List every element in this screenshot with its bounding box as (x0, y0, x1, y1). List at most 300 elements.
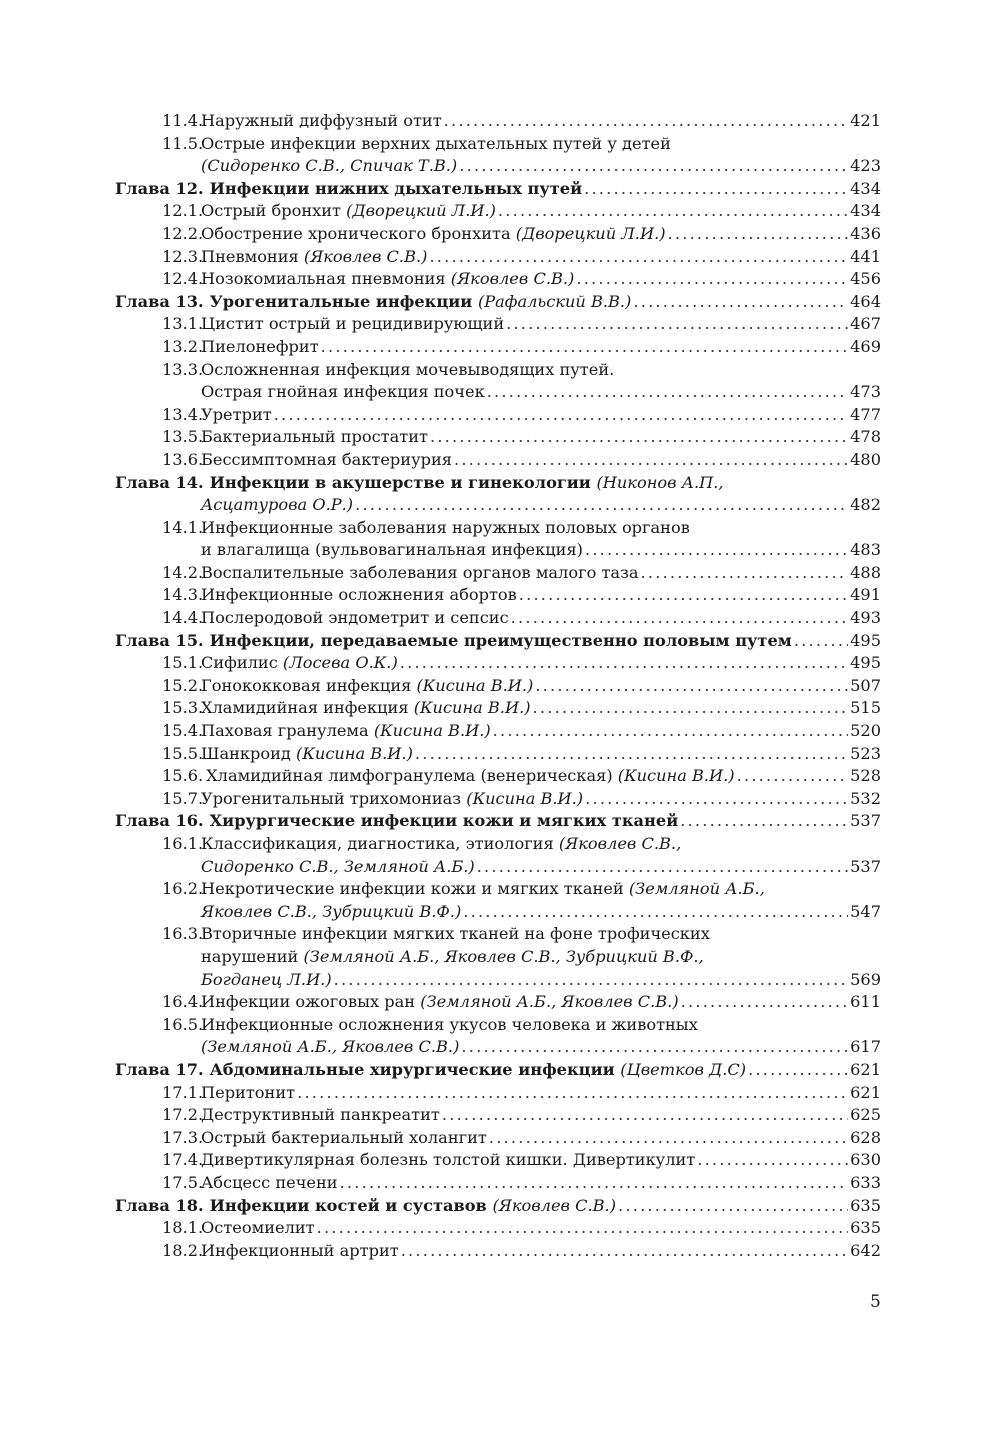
section-title: Паховая гранулема (201, 721, 374, 741)
toc-line (115, 246, 881, 269)
toc-number: 15.1. (162, 653, 204, 673)
dot-leader (633, 291, 848, 314)
dot-leader (506, 313, 848, 336)
toc-number: 13.6. (162, 449, 204, 469)
page-ref: 436 (850, 223, 881, 243)
toc-title (201, 494, 353, 517)
section-title: Шанкроид (201, 743, 297, 763)
toc-line (115, 178, 881, 201)
toc-number: 12.1. (162, 201, 204, 221)
table-of-contents (115, 110, 881, 1262)
toc-line (115, 1127, 881, 1150)
toc-section (115, 607, 881, 630)
page-ref: 469 (850, 336, 881, 356)
page-ref: 528 (850, 766, 881, 786)
toc-section (115, 426, 881, 449)
section-title: Пиелонефрит (201, 336, 319, 356)
toc-title (201, 1172, 338, 1195)
toc-chapter (115, 1059, 881, 1082)
toc-title (201, 517, 690, 540)
page-ref: 520 (850, 721, 881, 741)
dot-leader (511, 607, 848, 630)
toc-line (115, 562, 881, 585)
page-ref: 495 (850, 630, 881, 650)
toc-title (201, 991, 679, 1014)
toc-line (115, 1014, 881, 1037)
toc-title (201, 268, 574, 291)
page-ref: 477 (850, 404, 881, 424)
toc-line (115, 652, 881, 675)
toc-number: 16.3. (162, 924, 204, 944)
toc-line (115, 720, 881, 743)
toc-line (115, 675, 881, 698)
toc-section (115, 1240, 881, 1263)
section-title: Сифилис (201, 653, 283, 673)
toc-line (115, 200, 881, 223)
chapter-title: Урогенитальные инфекции (209, 291, 478, 311)
toc-title (210, 178, 582, 201)
dot-leader (535, 675, 848, 698)
section-title: Острый бронхит (201, 201, 347, 221)
toc-number: 15.4. (162, 721, 204, 741)
dot-leader (321, 336, 848, 359)
section-title: Бактериальный простатит (201, 427, 428, 447)
author-names: (Земляной А.Б., (628, 879, 765, 899)
dot-leader (737, 765, 848, 788)
toc-title (210, 1059, 746, 1082)
toc-line (115, 1059, 881, 1082)
page-ref: 625 (850, 1105, 881, 1125)
dot-leader (680, 810, 848, 833)
toc-line (115, 630, 881, 653)
toc-title (210, 810, 679, 833)
dot-leader (493, 720, 848, 743)
dot-leader (297, 1082, 848, 1105)
section-title: Инфекционные осложнения абортов (201, 585, 517, 605)
toc-section (115, 833, 881, 878)
page-ref: 515 (850, 698, 881, 718)
page-ref: 456 (850, 269, 881, 289)
page-ref: 483 (850, 540, 881, 560)
toc-line (115, 765, 881, 788)
toc-title (201, 720, 491, 743)
toc-section (115, 246, 881, 269)
toc-section (115, 110, 881, 133)
toc-number: 13.5. (162, 427, 204, 447)
section-title: Перитонит (201, 1082, 296, 1102)
dot-leader (498, 200, 848, 223)
toc-chapter (115, 630, 881, 653)
toc-number: Глава 17. (115, 1059, 204, 1079)
toc-number: 14.2. (162, 562, 204, 582)
author-names: (Лосева О.К.) (282, 653, 398, 673)
section-title: Острая гнойная инфекция почек (201, 382, 485, 402)
toc-line (115, 969, 881, 992)
page-ref: 617 (850, 1037, 881, 1057)
toc-number: 16.2. (162, 879, 204, 899)
toc-line (115, 1240, 881, 1263)
toc-title (210, 630, 792, 653)
page-ref: 464 (850, 291, 881, 311)
page-ref: 423 (850, 156, 881, 176)
toc-chapter (115, 291, 881, 314)
toc-line (115, 494, 881, 517)
dot-leader (697, 1149, 848, 1172)
section-title: Классификация, диагностика, этиология (201, 834, 559, 853)
section-title: Деструктивный панкреатит (201, 1105, 440, 1125)
page-ref: 537 (850, 811, 881, 831)
dot-leader (618, 1195, 848, 1218)
toc-chapter (115, 472, 881, 517)
toc-line (115, 901, 881, 924)
dot-leader (487, 381, 848, 404)
author-names: (Яковлев С.В.) (303, 246, 428, 266)
dot-leader (576, 268, 848, 291)
toc-number: 15.5. (162, 743, 204, 763)
toc-section (115, 743, 881, 766)
author-names: Яковлев С.В., Зубрицкий В.Ф.) (201, 901, 462, 921)
toc-number: 13.2. (162, 336, 204, 356)
toc-title (201, 155, 457, 178)
chapter-title: Инфекции нижних дыхательных путей (209, 178, 583, 198)
toc-chapter (115, 178, 881, 201)
toc-line (115, 1172, 881, 1195)
page-ref: 537 (850, 856, 881, 876)
toc-section (115, 788, 881, 811)
toc-number: 17.4. (162, 1150, 204, 1170)
dot-leader (519, 584, 848, 607)
toc-section (115, 200, 881, 223)
toc-section (115, 449, 881, 472)
page-ref: 507 (850, 675, 881, 695)
page-ref: 441 (850, 246, 881, 266)
toc-line (115, 991, 881, 1014)
toc-title (201, 675, 533, 698)
toc-title (201, 562, 639, 585)
author-names: Сидоренко С.В., Земляной А.Б.) (201, 856, 475, 876)
page-ref: 478 (850, 427, 881, 447)
page-ref: 421 (850, 111, 881, 130)
section-title: Наружный диффузный отит (201, 111, 442, 130)
section-title: Бессимптомная бактериурия (201, 449, 452, 469)
toc-title (201, 246, 427, 269)
toc-line (115, 359, 881, 382)
toc-line (115, 539, 881, 562)
toc-title (201, 449, 452, 472)
toc-line (115, 1149, 881, 1172)
toc-section (115, 268, 881, 291)
section-title: Некротические инфекции кожи и мягких тканей (201, 879, 629, 899)
dot-leader (459, 155, 848, 178)
section-title: Хламидийная инфекция (201, 698, 414, 718)
author-names: (Кисина В.И.) (373, 721, 491, 741)
dot-leader (585, 539, 848, 562)
section-title: Цистит острый и рецидивирующий (201, 314, 505, 334)
dot-leader (442, 1104, 848, 1127)
dot-leader (444, 110, 848, 133)
page-ref: 473 (850, 382, 881, 402)
toc-number: Глава 15. (115, 630, 204, 650)
toc-number: 16.5. (162, 1014, 204, 1034)
dot-leader (585, 788, 848, 811)
toc-title (201, 1014, 698, 1037)
author-names: (Яковлев С.В.) (450, 269, 575, 289)
toc-number: 15.3. (162, 698, 204, 718)
toc-title (201, 1149, 695, 1172)
toc-title (201, 969, 332, 992)
toc-line (115, 1036, 881, 1059)
toc-section (115, 133, 881, 178)
dot-leader (454, 449, 848, 472)
page-ref: 523 (850, 743, 881, 763)
toc-title (210, 291, 632, 314)
toc-title (201, 1036, 459, 1059)
toc-title (201, 833, 681, 856)
toc-title (201, 426, 428, 449)
toc-line (115, 1104, 881, 1127)
page-ref: 480 (850, 449, 881, 469)
toc-line (115, 313, 881, 336)
toc-line (115, 404, 881, 427)
dot-leader (584, 178, 848, 201)
author-names: Асцатурова О.Р.) (201, 495, 354, 515)
section-title: Гонококковая инфекция (201, 675, 417, 695)
toc-section (115, 923, 881, 991)
toc-title (201, 313, 504, 336)
toc-number: 17.5. (162, 1172, 204, 1192)
toc-line (115, 584, 881, 607)
section-title: Абсцесс печени (201, 1172, 338, 1192)
toc-title (201, 584, 517, 607)
dot-leader (400, 652, 848, 675)
toc-section (115, 562, 881, 585)
section-title: Нозокомиальная пневмония (201, 269, 451, 289)
toc-title (201, 856, 475, 879)
toc-section (115, 1014, 881, 1059)
toc-number: 18.2. (162, 1240, 204, 1260)
toc-title (201, 1240, 399, 1263)
toc-title (201, 381, 485, 404)
section-title: Урогенитальный трихомониаз (201, 788, 467, 808)
toc-number: 14.4. (162, 608, 204, 628)
toc-line (115, 291, 881, 314)
toc-section (115, 313, 881, 336)
toc-number: 16.1. (162, 834, 204, 853)
dot-leader (461, 1036, 848, 1059)
toc-line (115, 517, 881, 540)
section-title: Остеомиелит (201, 1218, 315, 1238)
toc-number: 13.3. (162, 359, 204, 379)
toc-number: Глава 12. (115, 178, 204, 198)
toc-line (115, 223, 881, 246)
dot-leader (415, 743, 848, 766)
page-ref: 493 (850, 608, 881, 628)
toc-section (115, 878, 881, 923)
page-ref: 569 (850, 969, 881, 989)
toc-section (115, 991, 881, 1014)
chapter-title: Инфекции костей и суставов (209, 1195, 493, 1215)
toc-title (210, 472, 724, 495)
toc-title (201, 110, 442, 133)
section-title: Инфекционный артрит (201, 1240, 399, 1260)
dot-leader (334, 969, 848, 992)
page-ref: 642 (850, 1240, 881, 1260)
toc-number: 18.1. (162, 1218, 204, 1238)
page-ref: 630 (850, 1150, 881, 1170)
section-title: Осложненная инфекция мочевыводящих путей. (201, 359, 615, 379)
toc-number: 14.3. (162, 585, 204, 605)
author-names: Богданец Л.И.) (201, 969, 332, 989)
toc-title (201, 878, 765, 901)
toc-line (115, 810, 881, 833)
toc-title (201, 946, 704, 969)
dot-leader (748, 1059, 848, 1082)
toc-number: 17.3. (162, 1127, 204, 1147)
toc-title (201, 923, 710, 946)
author-names: (Кисина В.И.) (296, 743, 413, 763)
toc-title (210, 1195, 616, 1218)
page-ref: 635 (850, 1195, 881, 1215)
toc-line (115, 449, 881, 472)
page-ref: 495 (850, 653, 881, 673)
section-title: и влагалища (вульвовагинальная инфекция) (201, 540, 583, 560)
page-ref: 621 (850, 1059, 881, 1079)
toc-number: 12.4. (162, 269, 204, 289)
toc-number: 13.1. (162, 314, 204, 334)
toc-number: 12.2. (162, 223, 204, 243)
toc-section (115, 223, 881, 246)
page-ref: 482 (850, 495, 881, 515)
toc-number: 15.7. (162, 788, 204, 808)
toc-line (115, 381, 881, 404)
dot-leader (429, 246, 848, 269)
toc-section (115, 404, 881, 427)
dot-leader (477, 856, 848, 879)
toc-title (201, 359, 614, 382)
toc-number: Глава 16. (115, 811, 204, 831)
toc-title (201, 1104, 440, 1127)
toc-title (201, 788, 583, 811)
toc-line (115, 1082, 881, 1105)
chapter-title: Хирургические инфекции кожи и мягких тканей (209, 811, 679, 831)
toc-number: 17.1. (162, 1082, 204, 1102)
toc-section (115, 652, 881, 675)
toc-section (115, 336, 881, 359)
toc-chapter (115, 1195, 881, 1218)
author-names: (Никонов А.П., (596, 472, 724, 492)
toc-title (201, 223, 666, 246)
toc-title (201, 1127, 487, 1150)
author-names: (Рафальский В.В.) (477, 291, 632, 311)
section-title: Инфекционные заболевания наружных половых органов (201, 517, 690, 537)
author-names: (Земляной А.Б., Яковлев С.В.) (420, 992, 679, 1012)
toc-section (115, 697, 881, 720)
dot-leader (340, 1172, 849, 1195)
toc-section (115, 1082, 881, 1105)
chapter-title: Инфекции, передаваемые преимущественно половым путем (209, 630, 792, 650)
page-ref: 635 (850, 1218, 881, 1238)
dot-leader (641, 562, 849, 585)
page-ref: 611 (850, 992, 881, 1012)
section-title: Пневмония (201, 246, 304, 266)
page-ref: 434 (850, 178, 881, 198)
toc-title (201, 1217, 315, 1240)
section-title: Инфекционные осложнения укусов человека и животных (201, 1014, 698, 1034)
toc-line (115, 472, 881, 495)
author-names: (Кисина В.И.) (466, 788, 584, 808)
dot-leader (794, 630, 848, 653)
author-names: (Земляной А.Б., Яковлев С.В.) (201, 1037, 460, 1057)
dot-leader (355, 494, 848, 517)
toc-section (115, 675, 881, 698)
dot-leader (274, 404, 848, 427)
page-ref: 532 (850, 788, 881, 808)
toc-line (115, 1195, 881, 1218)
author-names: (Цветков Д.С) (620, 1059, 747, 1079)
author-names: (Кисина В.И.) (416, 675, 534, 695)
toc-title (201, 697, 531, 720)
author-names: (Дворецкий Л.И.) (346, 201, 496, 221)
section-title: Дивертикулярная болезнь толстой кишки. Дивертикулит (201, 1150, 696, 1170)
toc-title (201, 133, 671, 156)
toc-line (115, 607, 881, 630)
toc-line (115, 878, 881, 901)
toc-section (115, 720, 881, 743)
toc-number: 17.2. (162, 1105, 204, 1125)
toc-chapter (115, 810, 881, 833)
toc-title (201, 404, 272, 427)
author-names: (Кисина В.И.) (617, 766, 735, 786)
toc-section (115, 1149, 881, 1172)
toc-line (115, 133, 881, 156)
dot-leader (489, 1127, 848, 1150)
toc-section (115, 359, 881, 404)
toc-number: 15.2. (162, 675, 204, 695)
page-ref: 434 (850, 201, 881, 221)
section-title: Обострение хронического бронхита (201, 223, 516, 243)
dot-leader (681, 991, 848, 1014)
dot-leader (463, 901, 848, 924)
dot-leader (401, 1240, 848, 1263)
dot-leader (317, 1217, 848, 1240)
page-ref: 488 (850, 562, 881, 582)
toc-line (115, 336, 881, 359)
toc-section (115, 1217, 881, 1240)
toc-line (115, 788, 881, 811)
toc-title (201, 336, 319, 359)
toc-section (115, 1127, 881, 1150)
dot-leader (533, 697, 849, 720)
toc-number: 13.4. (162, 404, 204, 424)
toc-title (201, 539, 583, 562)
toc-number: Глава 18. (115, 1195, 204, 1215)
toc-title (201, 765, 735, 788)
toc-title (201, 652, 398, 675)
toc-title (201, 743, 413, 766)
chapter-title: Абдоминальные хирургические инфекции (209, 1059, 621, 1079)
toc-line (115, 697, 881, 720)
toc-number: 11.5. (162, 133, 204, 153)
section-title: Хламидийная лимфогранулема (венерическая) (201, 766, 618, 786)
toc-number: Глава 13. (115, 291, 204, 311)
author-names: (Яковлев С.В.) (492, 1195, 617, 1215)
section-title: Вторичные инфекции мягких тканей на фоне трофических (201, 924, 710, 944)
page-ref: 547 (850, 901, 881, 921)
toc-section (115, 584, 881, 607)
page-ref: 621 (850, 1082, 881, 1102)
toc-line (115, 923, 881, 946)
toc-number: Глава 14. (115, 472, 204, 492)
